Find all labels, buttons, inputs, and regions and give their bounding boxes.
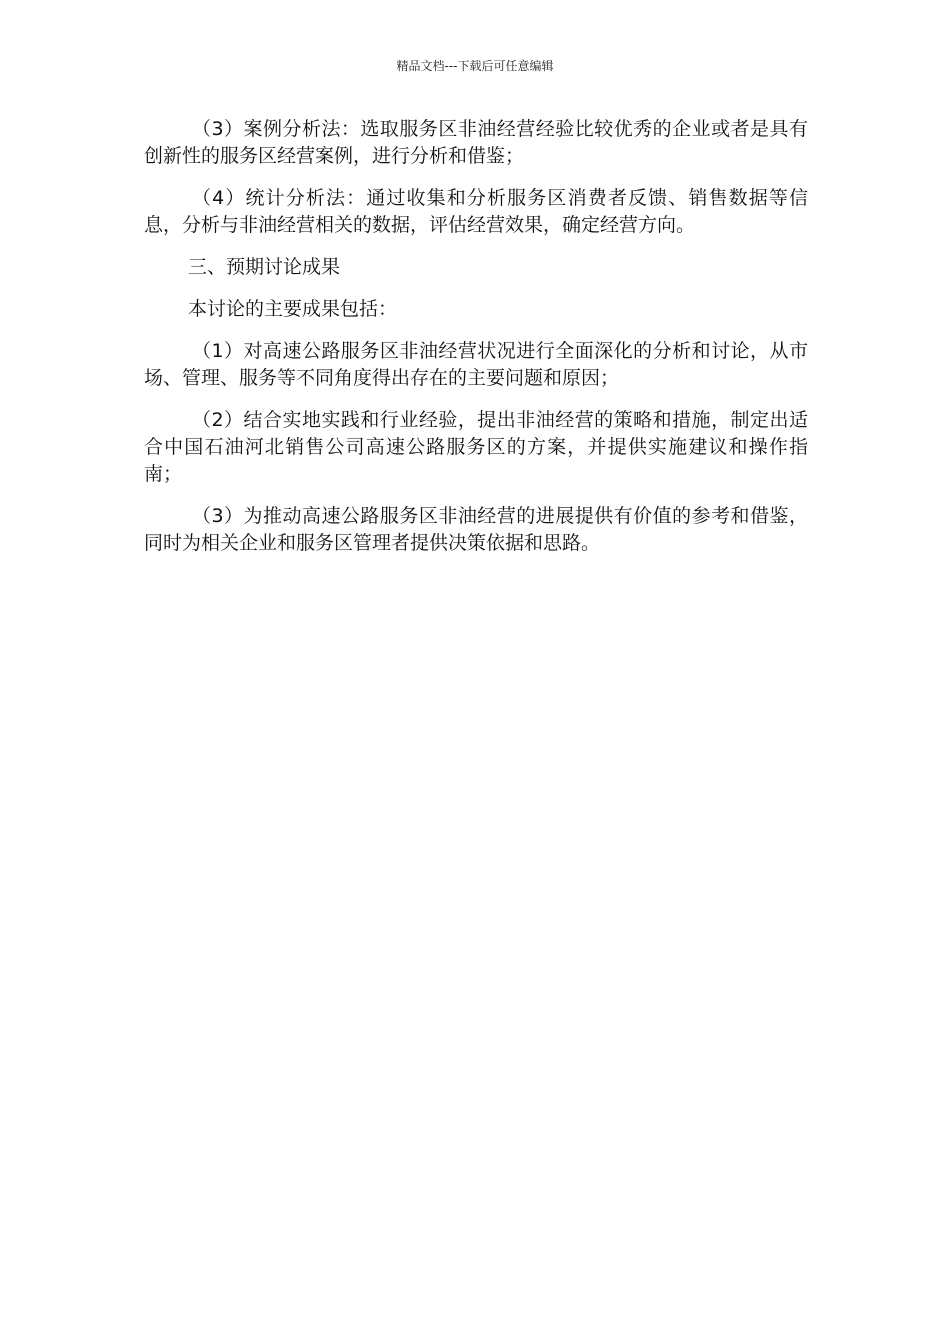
page-header: 精品文档---下载后可任意编辑 (396, 59, 554, 73)
paragraph-case-analysis: （3）案例分析法：选取服务区非油经营经验比较优秀的企业或者是具有创新性的服务区经营案例，进行分析和借鉴； (144, 118, 808, 167)
paragraph-result-1: （1）对高速公路服务区非油经营状况进行全面深化的分析和讨论，从市场、管理、服务等不同角度得出存在的主要问题和原因； (144, 340, 808, 389)
document-body (144, 116, 808, 572)
section-heading-expected-results: 三、预期讨论成果 (188, 256, 341, 278)
paragraph-result-3: （3）为推动高速公路服务区非油经营的进展提供有价值的参考和借鉴，同时为相关企业和服务区管理者提供决策依据和思路。 (144, 505, 808, 554)
paragraph-results-intro: 本讨论的主要成果包括： (188, 298, 398, 320)
paragraph-statistical-analysis: （4）统计分析法：通过收集和分析服务区消费者反馈、销售数据等信息，分析与非油经营相关的数据，评估经营效果，确定经营方向。 (144, 187, 808, 236)
paragraph-result-2: （2）结合实地实践和行业经验，提出非油经营的策略和措施，制定出适合中国石油河北销售公司高速公路服务区的方案，并提供实施建议和操作指南； (144, 409, 808, 485)
